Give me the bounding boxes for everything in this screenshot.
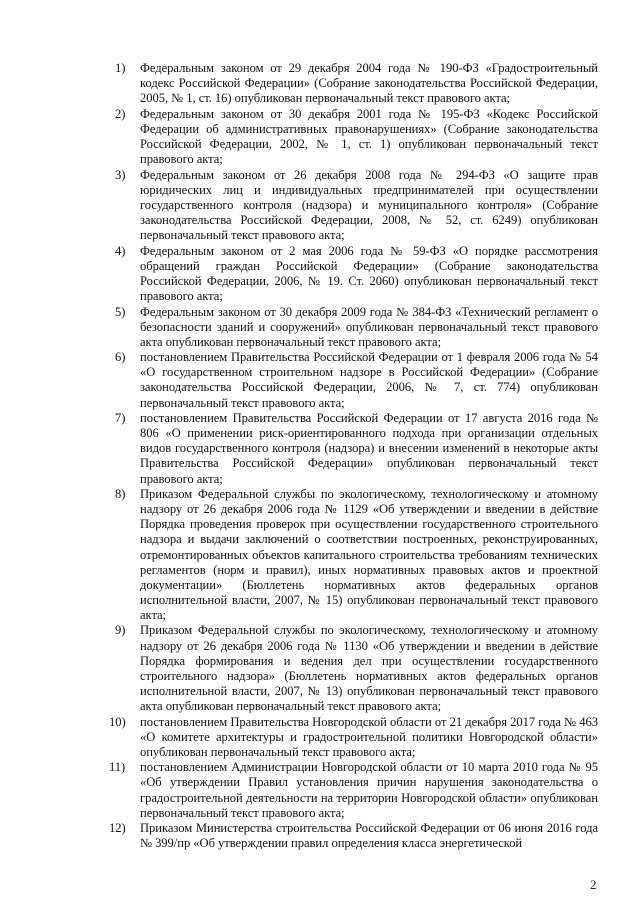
- list-item: [0, 107, 598, 167]
- list-item: [0, 244, 598, 304]
- document-body: [0, 61, 640, 852]
- list-item: [0, 760, 598, 820]
- item-text: постановлением Правительства Российской Федерации от 1 февраля 2006 года № 54 «О государственном строительном надзоре в Российской Федерации» (Собрание законодательства Российской Федерации, 2006, № 7, ст. 774) опубликован первоначальный текст правового акта;: [140, 350, 598, 410]
- item-text: Приказом Федеральной службы по экологическому, технологическому и атомному надзору от 26 декабря 2006 года № 1129 «Об утверждении и введении в действие Порядка проведения проверок при осуществлении государственного строительного надзора и выдачи заключений о соответствии построенных, реконструированных, отремонтированных объектов капитального строительства требованиям технических регламентов (норм и правил), иных нормативных правовых актов и проектной документации» (Бюллетень нормативных актов федеральных органов исполнительной власти, 2007, № 15) опубликован первоначальный текст правового акта;: [140, 487, 598, 622]
- list-item: [0, 411, 598, 486]
- item-text: Приказом Федеральной службы по экологическому, технологическому и атомному надзору от 26 декабря 2006 года № 1130 «Об утверждении и введении в действие Порядка формирования и ведения дел при осуществлении государственного строительного надзора» (Бюллетень нормативных актов федеральных органов исполнительной власти, 2007, № 13) опубликован первоначальный текст правового акта опубликован первоначальный текст правового акта;: [140, 623, 598, 713]
- item-number: 2): [115, 106, 126, 121]
- item-text: постановлением Правительства Российской Федерации от 17 августа 2016 года № 806 «О применении риск-ориентированного подхода при организации отдельных видов государственного контроля (надзора) и внесении изменений в некоторые акты Правительства Российской Федерации» опубликован первоначальный текст правового акта;: [140, 411, 598, 486]
- item-number: 11): [109, 760, 126, 775]
- list-item: [0, 715, 598, 760]
- item-number: 6): [115, 350, 126, 365]
- list-item: [0, 821, 598, 851]
- item-number: 8): [115, 487, 126, 502]
- item-text: Приказом Министерства строительства Российской Федерации от 06 июня 2016 года № 399/пр «Об утверждении правил определения класса энергетической: [140, 821, 598, 851]
- list-item: [0, 168, 598, 243]
- legal-acts-list: [0, 61, 640, 851]
- item-number: 7): [115, 411, 126, 426]
- list-item: [0, 305, 598, 350]
- list-item: [0, 61, 598, 106]
- item-text: Федеральным законом от 26 декабря 2008 года № 294-ФЗ «О защите прав юридических лиц и индивидуальных предпринимателей при осуществлении государственного контроля (надзора) и муниципального контроля» (Собрание законодательства Российской Федерации, 2008, № 52, ст. 6249) опубликован первоначальный текст правового акта;: [140, 167, 598, 243]
- item-number: 3): [115, 167, 126, 182]
- item-text: Федеральным законом от 2 мая 2006 года № 59-ФЗ «О порядке рассмотрения обращений граждан Российской Федерации» (Собрание законодательства Российской Федерации, 2006, № 19. Ст. 2060) опубликован первоначальный текст правового акта;: [140, 243, 598, 303]
- item-number: 9): [115, 623, 126, 638]
- item-number: 10): [109, 714, 126, 729]
- list-item: [0, 350, 598, 410]
- list-item: [0, 623, 598, 714]
- item-number: 4): [115, 243, 126, 258]
- item-text: Федеральным законом от 30 декабря 2009 года № 384-ФЗ «Технический регламент о безопасности зданий и сооружений» опубликован первоначальный текст правового акта опубликован первоначальный текст правового акта;: [140, 304, 598, 349]
- page-number: 2: [590, 877, 597, 892]
- list-item: [0, 487, 598, 623]
- item-number: 5): [115, 304, 126, 319]
- item-text: Федеральным законом от 29 декабря 2004 года № 190-ФЗ «Градостроительный кодекс Российской Федерации» (Собрание законодательства Российской Федерации, 2005, № 1, ст. 16) опубликован первоначальный текст правового акта;: [140, 61, 598, 106]
- item-text: постановлением Администрации Новгородской области от 10 марта 2010 года № 95 «Об утверждении Правил установления причин нарушения законодательства о градостроительной деятельности на территории Новгородской области» опубликован первоначальный текст правового акта;: [140, 760, 598, 820]
- item-number: 1): [115, 61, 126, 75]
- item-number: 12): [109, 821, 126, 836]
- item-text: постановлением Правительства Новгородской области от 21 декабря 2017 года № 463 «О комитете архитектуры и градостроительной политики Новгородской области» опубликован первоначальный текст правового акта;: [140, 714, 598, 759]
- item-text: Федеральным законом от 30 декабря 2001 года № 195-ФЗ «Кодекс Российской Федерации об административных правонарушениях» (Собрание законодательства Российской Федерации, 2002, № 1, ст. 1) опубликован первоначальный текст правового акта;: [140, 106, 598, 167]
